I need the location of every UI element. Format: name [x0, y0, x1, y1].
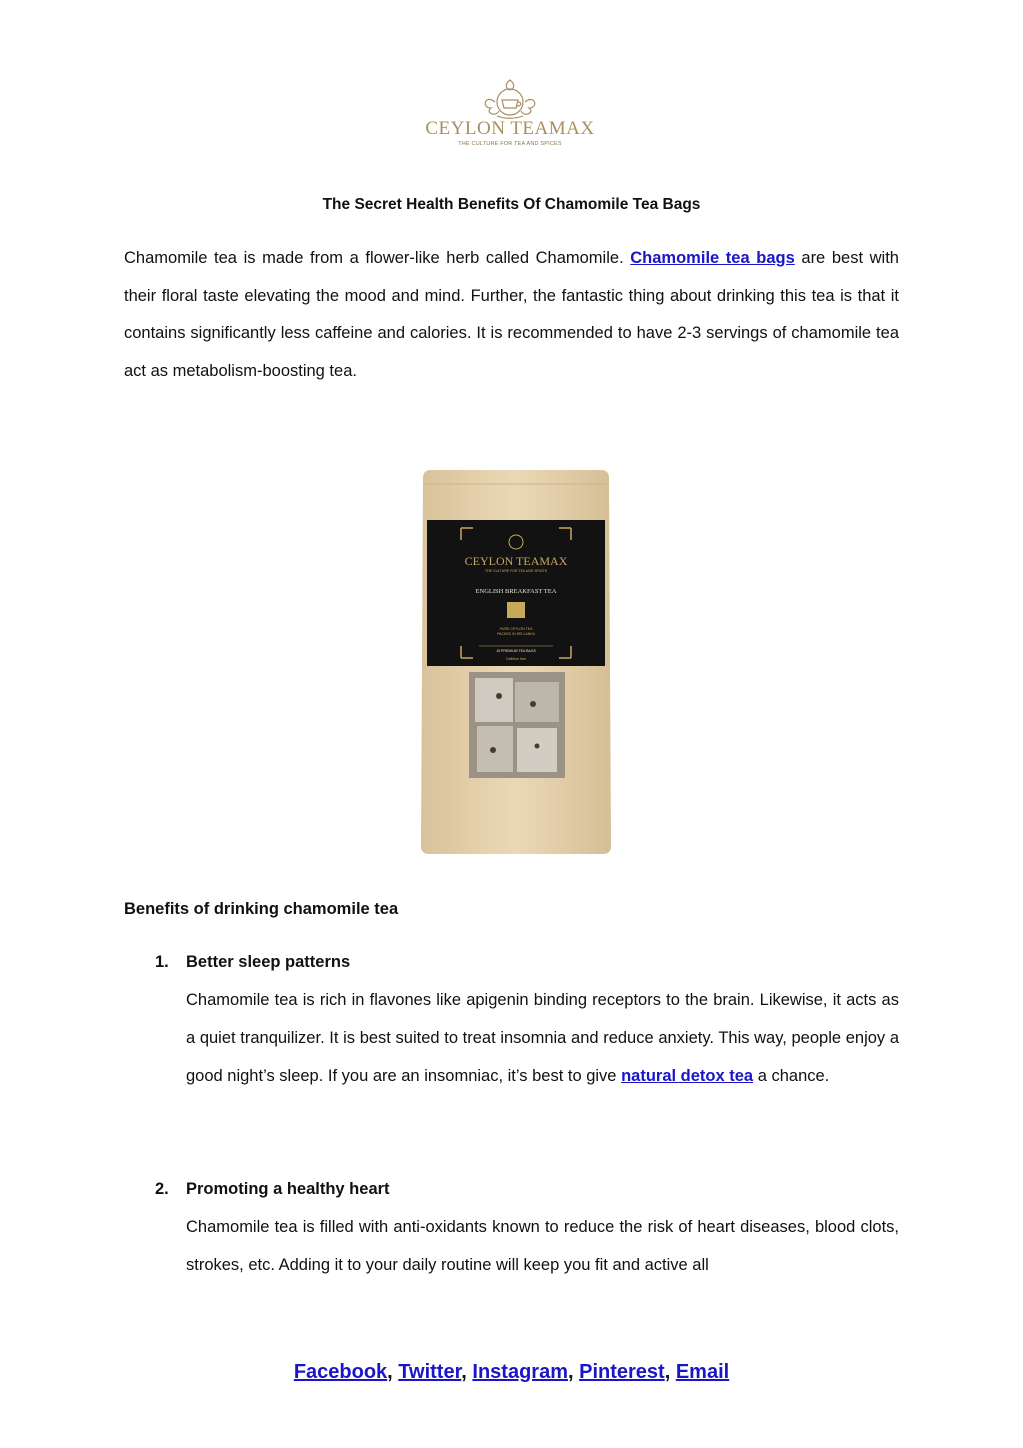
pouch-tagline: THE CULTURE FOR TEA AND SPICES [484, 569, 548, 573]
benefits-heading: Benefits of drinking chamomile tea [124, 900, 399, 918]
intro-text-after: are best with their floral taste elevating the mood and mind. Further, the fantastic thing about drinking this tea is that it contains significantly less caffeine and calories. It is recommended to have 2-3 servings of chamomile tea act as metabolism-boosting tea. [124, 249, 899, 380]
pouch-badge-line1: PURE CEYLON TEA [499, 627, 533, 631]
pouch-brand: CEYLON TEAMAX [464, 554, 568, 568]
benefit-1-number: 1. [155, 953, 169, 971]
intro-text-before: Chamomile tea is made from a flower-like herb called Chamomile. [124, 249, 631, 267]
pouch-count: 15 PREMIUM TEA BAGS [496, 649, 536, 653]
social-links-footer [0, 1361, 1023, 1384]
benefit-1-body [186, 981, 899, 1095]
instagram-link[interactable]: Instagram [472, 1361, 568, 1383]
benefit-2-body: Chamomile tea is filled with anti-oxidants known to reduce the risk of heart diseases, blood clots, strokes, etc. Adding it to your daily routine will keep you fit and active all [186, 1218, 899, 1274]
pinterest-link[interactable]: Pinterest [579, 1361, 665, 1383]
product-image [419, 468, 613, 856]
pouch-product-name: ENGLISH BREAKFAST TEA [475, 588, 557, 595]
brand-logo [425, 78, 595, 178]
footer-separator: , [461, 1361, 473, 1383]
pouch-note: Caffeine free [506, 657, 526, 661]
benefit-2-title: Promoting a healthy heart [186, 1180, 390, 1198]
footer-separator: , [567, 1361, 580, 1383]
chamomile-tea-bags-link[interactable]: Chamomile tea bags [630, 249, 795, 267]
natural-detox-tea-link[interactable]: natural detox tea [621, 1067, 754, 1085]
benefit-1-text-after: a chance. [753, 1067, 830, 1085]
benefit-2-number: 2. [155, 1180, 169, 1198]
benefit-1-text-before: Chamomile tea is rich in flavones like apigenin binding receptors to the brain. Likewise, it acts as a quiet tranquilizer. It is best suited to treat insomnia and reduce anxiety. This way, people enjoy a good night’s sleep. If you are an insomniac, it’s best to give [186, 991, 899, 1085]
logo-tagline: THE CULTURE FOR TEA AND SPICES [458, 141, 562, 147]
teacup-crest-icon [425, 78, 595, 120]
benefit-1-title: Better sleep patterns [186, 953, 351, 971]
footer-separator: , [387, 1361, 399, 1383]
intro-paragraph [124, 240, 899, 390]
page-title: The Secret Health Benefits Of Chamomile Tea Bags [322, 196, 701, 213]
facebook-link[interactable]: Facebook [293, 1361, 388, 1383]
email-link[interactable]: Email [675, 1361, 730, 1383]
logo-brand-text: CEYLON TEAMAX [425, 118, 595, 139]
footer-separator: , [664, 1361, 676, 1383]
twitter-link[interactable]: Twitter [398, 1361, 462, 1383]
pouch-badge-line2: PACKED IN SRI LANKA [497, 632, 535, 636]
